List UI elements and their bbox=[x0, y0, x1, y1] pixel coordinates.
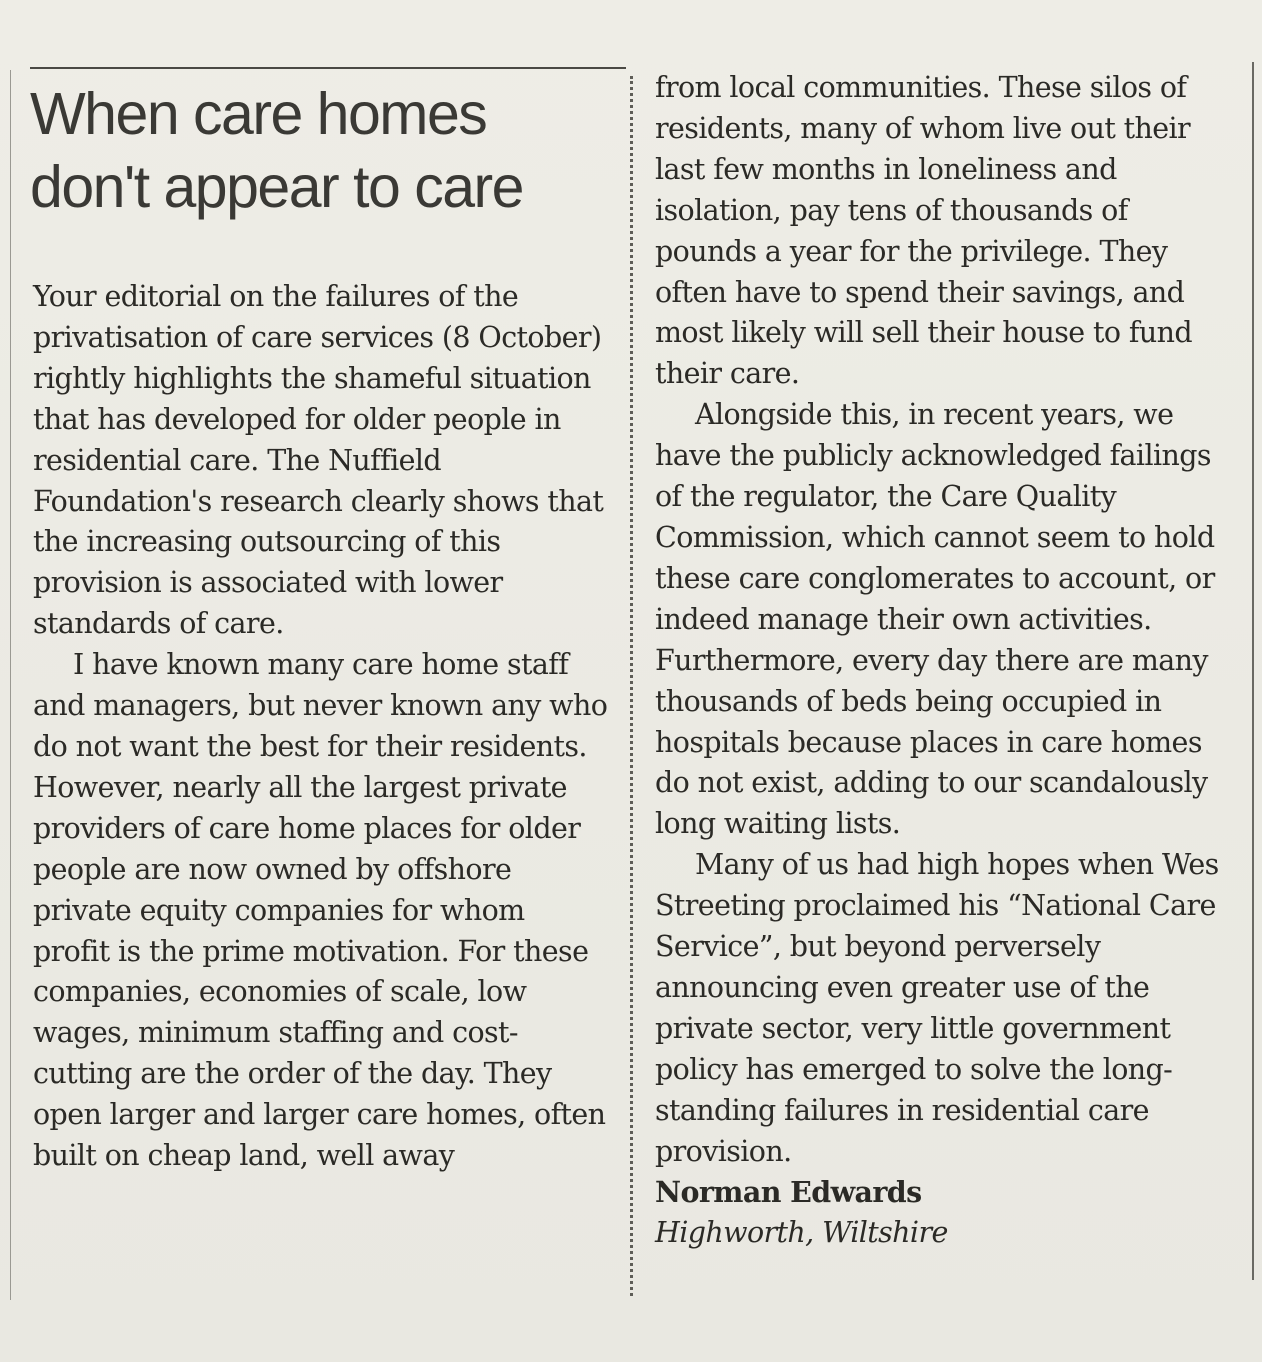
column-divider bbox=[630, 76, 633, 1296]
letter-headline: When care homes don't appear to care bbox=[30, 81, 523, 220]
paragraph-3: Alongside this, in recent years, we have the publicly acknowledged failings of the regulator, the Care Quality Commission, which cannot seem to hold these care conglomerates to account, or indeed manage their own activities. Furthermore, every day there are many thousands of beds being occupied in hospitals because places in care homes do not exist, adding to our scandalously long waiting lists. bbox=[655, 398, 1215, 841]
left-column bbox=[33, 277, 608, 1177]
paragraph-2-continued: from local communities. These silos of residents, many of whom live out their last few months in loneliness and isolation, pay tens of thousands of pounds a year for the privilege. They often have to spend their savings, and most likely will sell their house to fund their care. bbox=[655, 71, 1193, 391]
paragraph-4: Many of us had high hopes when Wes Streeting proclaimed his “National Care Service”, but beyond perversely announcing even greater use of the private sector, very little government policy has emerged to solve the long-standing failures in residential care provision. bbox=[655, 848, 1219, 1168]
right-column-rule bbox=[1252, 62, 1254, 1280]
paragraph-2: I have known many care home staff and managers, but never known any who do not want the best for their residents. However, nearly all the largest private providers of care home places for older people are now owned by offshore private equity companies for whom profit is the prime motivation. For these companies, economies of scale, low wages, minimum staffing and cost-cutting are the order of the day. They open larger and larger care homes, often built on cheap land, well away bbox=[33, 648, 608, 1173]
right-column bbox=[655, 68, 1237, 1254]
top-rule bbox=[30, 67, 626, 69]
paragraph-1: Your editorial on the failures of the privatisation of care services (8 October) rightly highlights the shameful situation that has developed for older people in residential care. The Nuffield Foundation's research clearly shows that the increasing outsourcing of this provision is associated with lower standards of care. bbox=[33, 280, 604, 641]
left-column-rule bbox=[10, 70, 11, 1300]
signature-name: Norman Edwards bbox=[655, 1175, 922, 1210]
signature-location: Highworth, Wiltshire bbox=[655, 1216, 948, 1250]
